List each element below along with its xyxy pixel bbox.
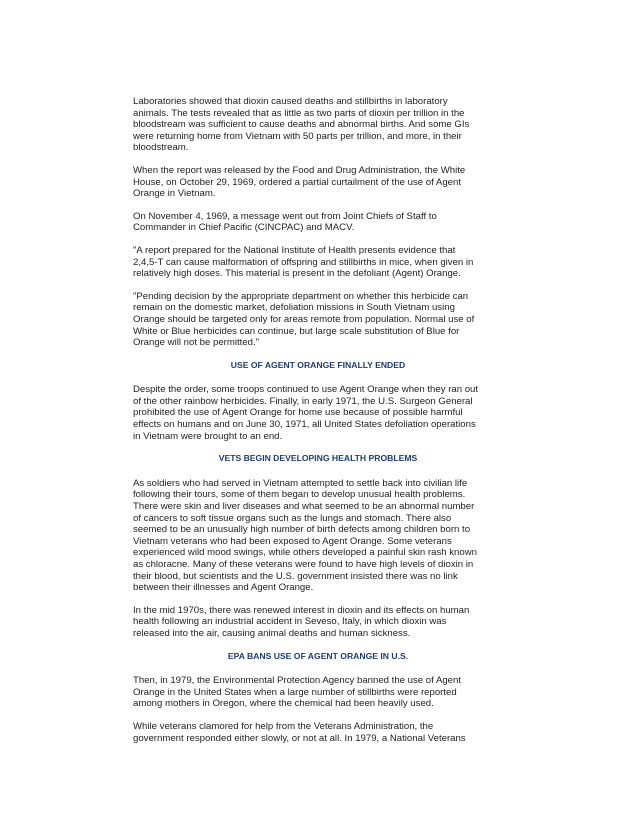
paragraph-dioxin-laboratories: Laboratories showed that dioxin caused deaths and stillbirths in laboratory animals. The tests revealed that as little as two parts of dioxin per trillion in the bloodstream was sufficient to cause deaths and abnormal births. And some GIs were returning home from Vietnam with 50 parts per trillion, and more, in their bloodstream. — [133, 96, 470, 154]
paragraph-soldiers-health: As soldiers who had served in Vietnam attempted to settle back into civilian life following their tours, some of them began to develop unusual health problems. There were skin and liver diseases and what seemed to be an abnormal number of cancers to soft tissue organs such as the lungs and stomach. There also seemed to be an unusually high number of birth defects among children born to Vietnam veterans who had been exposed to Agent Orange. Some veterans experienced wild mood swings, while others developed a painful skin rash known as chloracne. Many of these veterans were found to have high levels of dioxin in their blood, but scientists and the U.S. government insisted there was no link between their illnesses and Agent Orange. — [133, 477, 477, 594]
section-heading-health-problems: VETS BEGIN DEVELOPING HEALTH PROBLEMS — [218, 453, 418, 464]
paragraph-troops-continued: Despite the order, some troops continued to use Agent Orange when they ran out of the other rainbow herbicides. Finally, in early 1971, the U.S. Surgeon General prohibited the use of Agent Orange for home use because of possible harmful effects on humans and on June 30, 1971, all United States defoliation operations in Vietnam were brought to an end. — [133, 384, 479, 442]
paragraph-epa-ban: Then, in 1979, the Environmental Protection Agency banned the use of Agent Orange in the United States when a large number of stillbirths were reported among mothers in Oregon, where the chemical had been heavily used. — [133, 675, 462, 710]
paragraph-pending-decision-quote: "Pending decision by the appropriate department on whether this herbicide can remain on the domestic market, defoliation missions in South Vietnam using Orange should be targeted only for areas remote from population. Normal use of White or Blue herbicides can continue, but large scale substitution of Blue for Orange will not be permitted." — [133, 290, 475, 349]
document-page — [133, 96, 503, 755]
section-heading-epa-ban: EPA BANS USE OF AGENT ORANGE IN U.S. — [227, 650, 409, 661]
paragraph-joint-chiefs-message: On November 4, 1969, a message went out from Joint Chiefs of Staff to Commander in Chief Pacific (CINCPAC) and MACV. — [133, 210, 437, 234]
paragraph-fda-report: When the report was released by the Food and Drug Administration, the White House, on October 29, 1969, ordered a partial curtailment of the use of Agent Orange in Vietnam. — [133, 164, 466, 200]
paragraph-nih-report-quote: "A report prepared for the National Institute of Health presents evidence that 2,4,5-T can cause malformation of offspring and stillbirths in mice, when given in relatively high doses. This material is present in the defoliant (Agent) Orange. — [133, 244, 474, 280]
paragraph-seveso-accident: In the mid 1970s, there was renewed interest in dioxin and its effects on human health following an industrial accident in Seveso, Italy, in which dioxin was released into the air, causing animal deaths and human sickness. — [133, 604, 470, 639]
section-heading-use-ended: USE OF AGENT ORANGE FINALLY ENDED — [230, 359, 406, 370]
paragraph-veterans-clamored: While veterans clamored for help from the Veterans Administration, the government responded either slowly, or not at all. In 1979, a National Veterans — [133, 720, 466, 744]
